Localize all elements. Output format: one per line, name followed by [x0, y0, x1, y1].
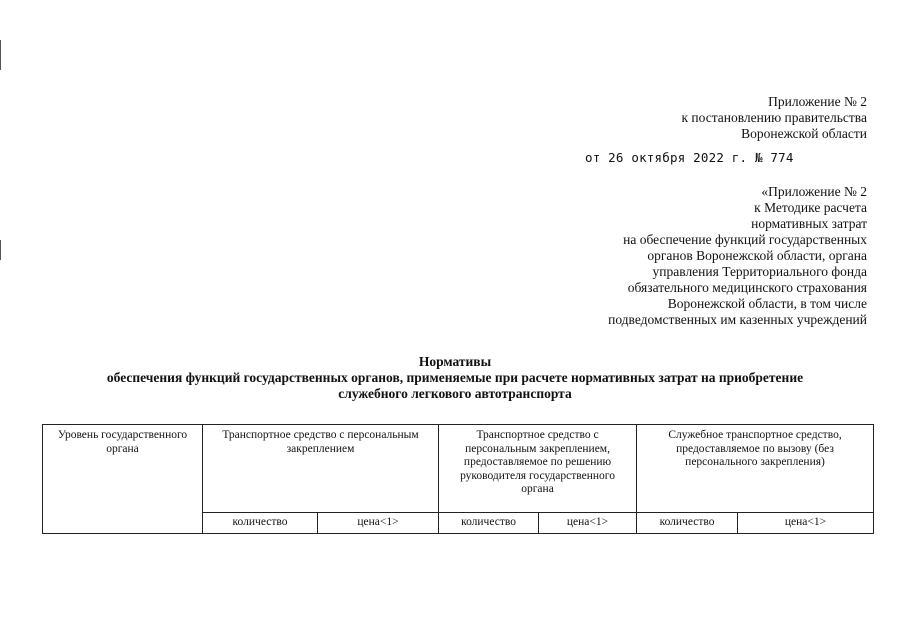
appendix-main-line: к постановлению правительства — [681, 110, 867, 125]
subheader-quantity: количество — [637, 513, 738, 534]
heading-subtitle-line: обеспечения функций государственных органов, применяемые при расчете нормативных затрат на приобретение — [106, 370, 804, 385]
norms-table — [42, 424, 874, 534]
appendix-method-block — [608, 184, 867, 328]
appendix-main-line: Воронежской области — [741, 126, 867, 141]
resolution-date-number: от 26 октября 2022 г. № 774 — [585, 150, 794, 165]
subheader-price: цена<1> — [738, 513, 874, 534]
heading-title: Нормативы — [418, 354, 492, 369]
appendix-method-line: на обеспечение функций государственных — [623, 232, 867, 247]
table-header-row — [43, 425, 874, 513]
appendix-method-line: к Методике расчета — [754, 200, 867, 215]
appendix-method-line: нормативных затрат — [751, 216, 867, 231]
appendix-method-line: управления Территориального фонда — [652, 264, 867, 279]
heading-subtitle-line: служебного легкового автотранспорта — [338, 386, 572, 401]
appendix-method-line: Воронежской области, в том числе — [667, 296, 867, 311]
subheader-price: цена<1> — [318, 513, 439, 534]
header-decision: Транспортное средство с персональным закреплением, предоставляемое по решению руководителя государственного органа — [439, 425, 637, 513]
appendix-method-line: подведомственных им казенных учреждений — [608, 312, 867, 327]
appendix-method-line: «Приложение № 2 — [761, 184, 867, 199]
scan-edge-mark — [0, 40, 1, 70]
subheader-price: цена<1> — [539, 513, 637, 534]
header-on-call: Служебное транспортное средство, предоставляемое по вызову (без персонального закрепления) — [637, 425, 874, 513]
header-level: Уровень государственного органа — [43, 425, 203, 534]
subheader-quantity: количество — [439, 513, 539, 534]
appendix-method-line: обязательного медицинского страхования — [627, 280, 867, 295]
scan-edge-mark — [0, 240, 1, 260]
header-personal: Транспортное средство с персональным закреплением — [203, 425, 439, 513]
document-heading — [30, 354, 880, 402]
subheader-quantity: количество — [203, 513, 318, 534]
appendix-main-line: Приложение № 2 — [768, 94, 867, 109]
appendix-main-block — [681, 94, 867, 142]
appendix-method-line: органов Воронежской области, органа — [647, 248, 867, 263]
